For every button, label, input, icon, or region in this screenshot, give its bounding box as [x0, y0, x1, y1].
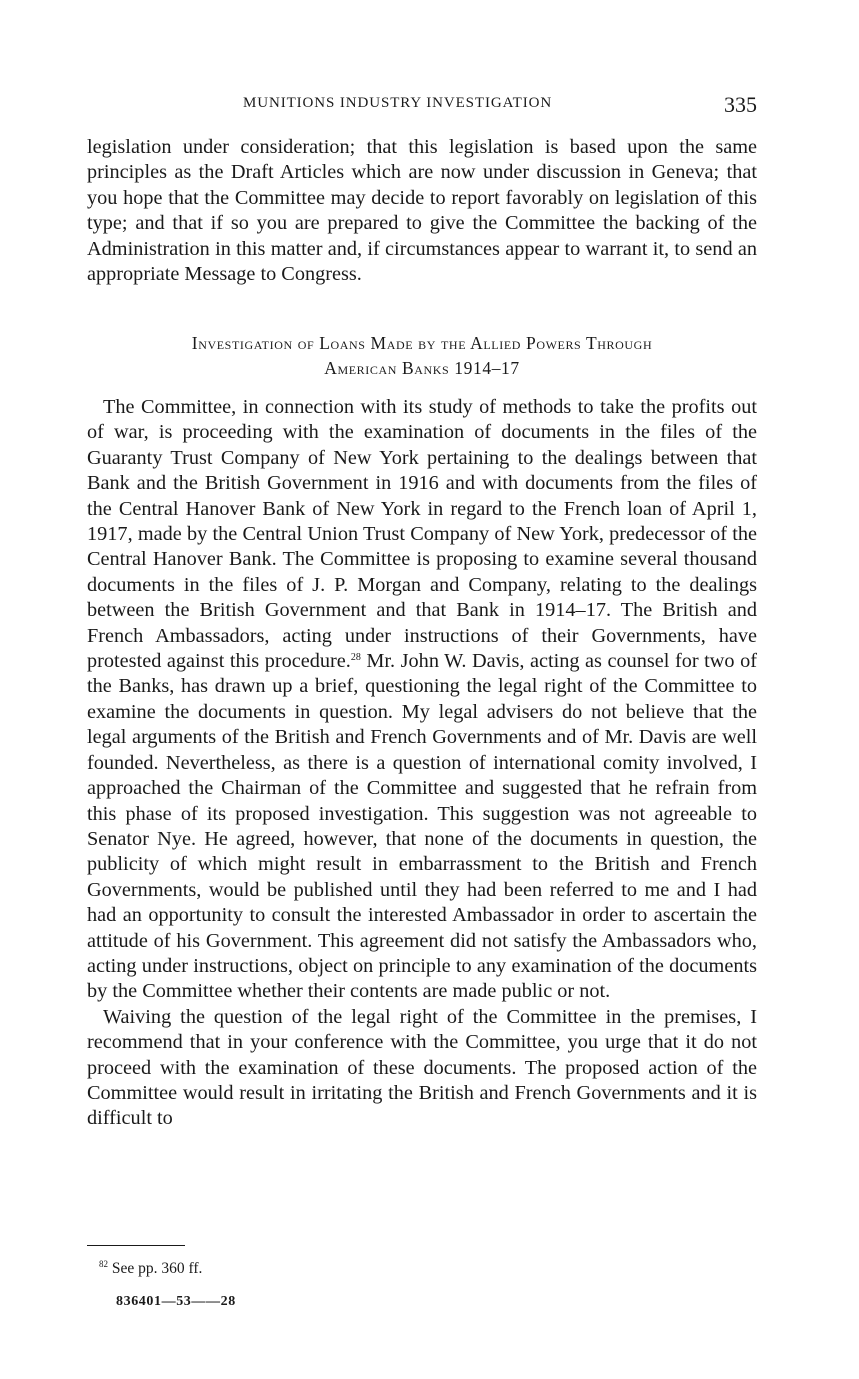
paragraph-continuation: legislation under consideration; that this legislation is based upon the same principles as the Draft Articles which are now under discussion in Geneva; that you hope that the Committee may decide to report favorably on legislation of this type; and that if so you are prepared to give the Committee the backing of the Administration in this matter and, if circumstances appear to warrant it, to send an appropriate Message to Congress.: [87, 136, 757, 286]
footnote-divider: [87, 1245, 185, 1246]
paragraph-text-after-note: Mr. John W. Davis, acting as counsel for two of the Banks, has drawn up a brief, questioning the legal right of the Committee to examine the documents in question. My legal advisers do not believe that the legal arguments of the British and French Governments and of Mr. Davis are well founded. Nevertheless, as there is a question of international comity involved, I approached the Chairman of the Committee and suggested that he refrain from this phase of its proposed investigation. This suggestion was not agreeable to Senator Nye. He agreed, however, that none of the documents in question, the publicity of which might result in embarrassment to the British and French Governments, would be published until they had been referred to me and I had had an opportunity to consult the interested Ambassador in order to ascertain the attitude of his Government. This agreement did not satisfy the Ambassadors who, acting under instructions, object on principle to any examination of the documents by the Committee whether their contents are made public or not.: [87, 650, 757, 1003]
footnote-text: See pp. 360 ff.: [111, 1260, 203, 1277]
running-head: [87, 92, 757, 118]
paragraph-text-before-note: The Committee, in connection with its study of methods to take the profits out of war, is proceeding with the examination of documents in the files of the Guaranty Trust Company of New York pertaining to the dealings between that Bank and the British Government in 1916 and with documents from the files of the Central Hanover Bank of New York in regard to the French loan of April 1, 1917, made by the Central Union Trust Company of New York, predecessor of the Central Hanover Bank. The Committee is proposing to examine several thousand documents in the files of J. P. Morgan and Company, relating to the dealings between the British Government and that Bank in 1914–17. The British and French Ambassadors, acting under instructions of their Governments, have protested against this procedure.: [87, 396, 757, 673]
page-number: 335: [724, 92, 757, 117]
section-body: [87, 395, 757, 1132]
paragraph-recommendation: Waiving the question of the legal right of the Committee in the premises, I recommend that in your conference with the Committee, you urge that it do not proceed with the examination of these documents. The proposed action of the Committee would result in irritating the British and French Governments and it is difficult to: [87, 1005, 757, 1130]
printing-code: 836401—53——28: [116, 1294, 236, 1309]
footnote-marker: 82: [99, 1259, 108, 1269]
footnote-reference[interactable]: 28: [350, 652, 361, 664]
section-heading-line-1: Investigation of Loans Made by the Allied Powers Through: [191, 333, 653, 353]
footnote: [99, 1260, 202, 1278]
section-heading-line-2: American Banks 1914–17: [324, 358, 520, 378]
paragraph-committee-investigation: [87, 395, 757, 1005]
running-title: MUNITIONS INDUSTRY INVESTIGATION: [243, 95, 553, 111]
section-heading: [87, 331, 757, 381]
